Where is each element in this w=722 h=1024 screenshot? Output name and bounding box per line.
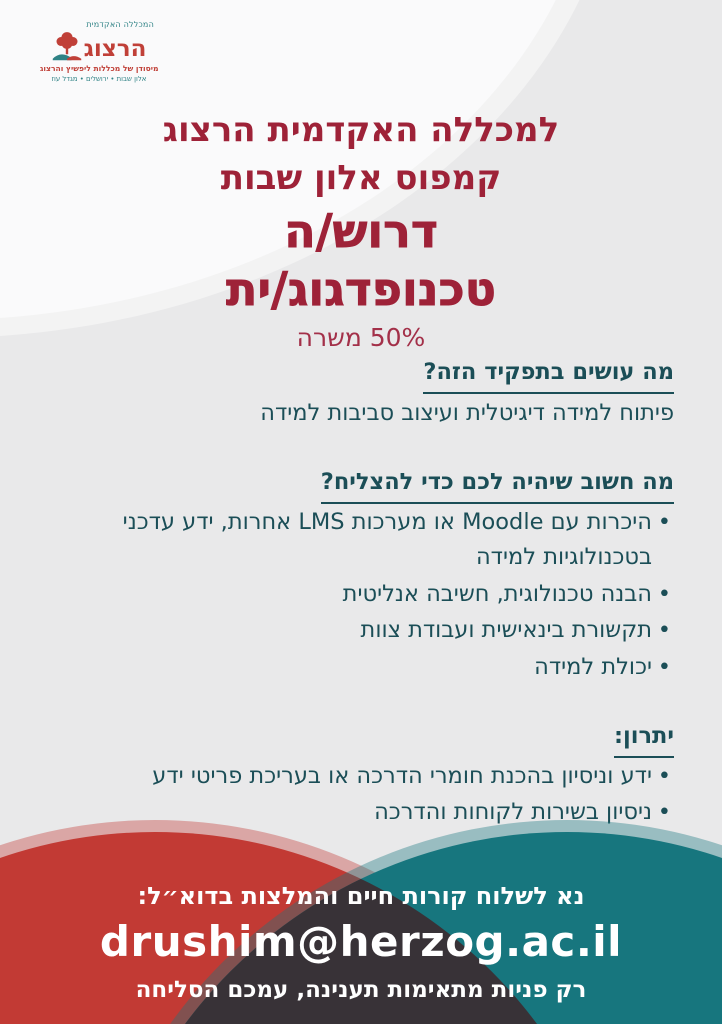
footer-text (0, 878, 722, 1010)
bullet-item: • ידע וניסיון בהכנת חומרי הדרכה או בעריכת פריטי ידע (48, 759, 674, 795)
job-details (48, 355, 674, 865)
section-title: מה חשוב שיהיה לכם כדי להצליח? (321, 465, 674, 504)
tree-icon (52, 30, 82, 62)
bullet-item: • תקשורת בינאישית ועבודת צוות (48, 613, 674, 649)
bullet-item: • הבנה טכנולוגית, חשיבה אנליטית (48, 577, 674, 613)
footer-instruction: נא לשלוח קורות חיים והמלצות בדוא״ל: (137, 882, 585, 910)
headline-wanted: דרוש/ה (284, 204, 438, 258)
headline-role: טכנופדגוג/ית (226, 262, 496, 316)
headline-campus: קמפוס אלון שבות (220, 158, 502, 198)
footer-note: רק פניות מתאימות תענינה, עמכם הסליחה (135, 977, 587, 1003)
footer-band (0, 818, 722, 1024)
section-2 (48, 719, 674, 831)
herzog-logo (40, 20, 158, 83)
logo-tagline: מיסודן של מכללות ליפשיץ והרצוג (40, 64, 159, 73)
bullet-item: • ניסיון בשירות לקוחות והדרכה (48, 795, 674, 831)
section-title: יתרון: (614, 719, 674, 758)
headline-block (0, 106, 722, 355)
logo-name-row (40, 30, 158, 62)
section-1 (48, 465, 674, 685)
headline-position-scope: 50% משרה (296, 323, 426, 352)
section-0 (48, 355, 674, 431)
logo-name: הרצוג (83, 36, 147, 62)
logo-campuses: אלון שבות • ירושלים • מגדל עוז (51, 75, 147, 83)
bullet-item: • יכולת למידה (48, 650, 674, 686)
bullet-item: • היכרות עם Moodle או מערכות LMS אחרות, ידע עדכני בטכנולוגיות למידה (48, 505, 674, 576)
logo-institution-text: המכללה האקדמית (86, 20, 154, 29)
contact-email: drushim@herzog.ac.il (99, 917, 623, 966)
section-title: מה עושים בתפקיד הזה? (423, 355, 674, 394)
section-body: פיתוח למידה דיגיטלית ועיצוב סביבות למידה (260, 399, 674, 426)
headline-college: למכללה האקדמית הרצוג (162, 110, 560, 150)
